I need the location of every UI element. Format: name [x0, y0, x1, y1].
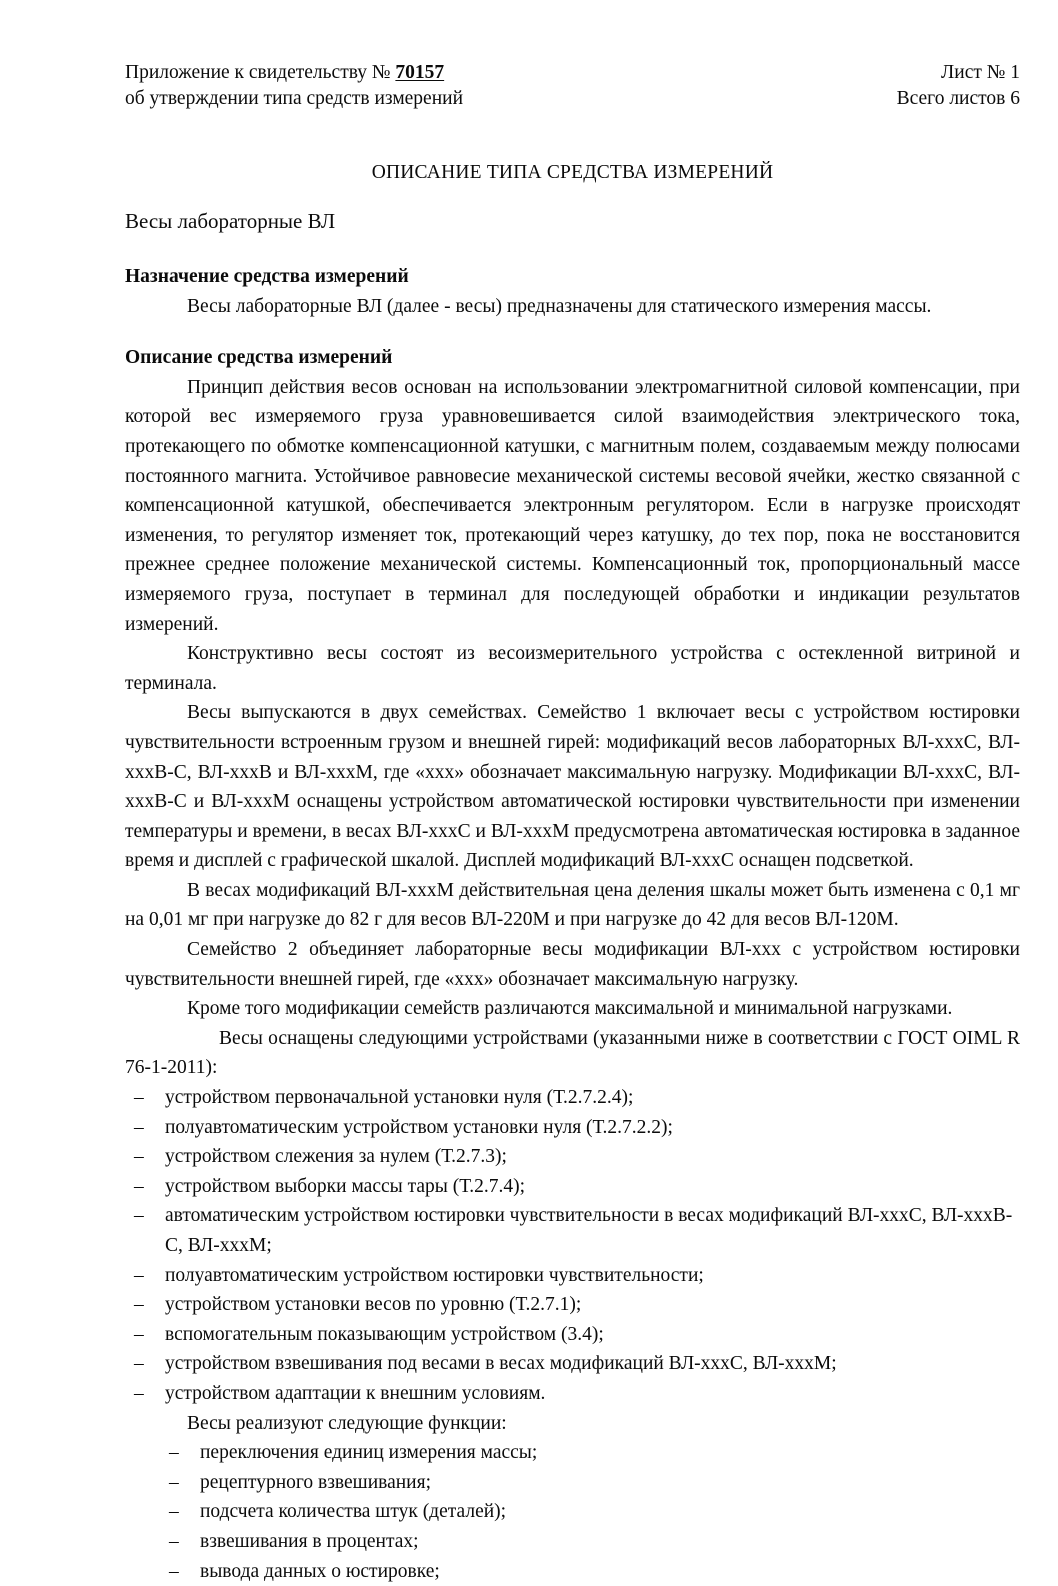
header-left-block	[125, 60, 463, 112]
description-paragraph-2: Конструктивно весы состоят из весоизмерительного устройства с остекленной витриной и терминала.	[125, 643, 1020, 694]
list-item	[125, 1349, 1020, 1379]
list-item-text: рецептурного взвешивания;	[200, 1471, 431, 1493]
header-certificate-line	[125, 60, 463, 86]
list-item-text: устройством слежения за нулем (Т.2.7.3);	[165, 1146, 507, 1168]
list-item	[125, 1113, 1020, 1143]
list-item-text: устройством установки весов по уровню (Т.2.7.1);	[165, 1294, 582, 1316]
dash-bullet-icon: –	[134, 1264, 144, 1286]
list-item	[160, 1468, 1020, 1498]
sheet-total: Всего листов 6	[896, 88, 1020, 109]
dash-bullet-icon: –	[134, 1205, 144, 1227]
dash-bullet-icon: –	[134, 1353, 144, 1375]
list-item-text: устройством взвешивания под весами в весах модификаций ВЛ-хххС, ВЛ-хххМ;	[165, 1353, 837, 1375]
list-item	[125, 1201, 1020, 1260]
header-certificate-prefix: Приложение к свидетельству №	[125, 62, 396, 83]
dash-bullet-icon: –	[169, 1501, 179, 1523]
dash-bullet-icon: –	[134, 1175, 144, 1197]
list-item-text: подсчета количества штук (деталей);	[200, 1501, 507, 1523]
list-item	[160, 1497, 1020, 1527]
list-item	[125, 1379, 1020, 1409]
dash-bullet-icon: –	[134, 1146, 144, 1168]
section-heading-description: Описание средства измерений	[125, 347, 393, 369]
dash-bullet-icon: –	[134, 1382, 144, 1404]
dash-bullet-icon: –	[134, 1323, 144, 1345]
devices-list	[125, 1083, 1020, 1409]
list-item-text: вспомогательным показывающим устройством (3.4);	[165, 1323, 604, 1345]
description-paragraph-5: Семейство 2 объединяет лабораторные весы модификации ВЛ-ххх с устройством юстировки чувствительности внешней гирей, где «ххх» обозначает максимальную нагрузку.	[125, 939, 1020, 990]
list-item-text: полуавтоматическим устройством установки нуля (Т.2.7.2.2);	[165, 1116, 673, 1138]
list-item	[125, 1261, 1020, 1291]
section-heading-purpose: Назначение средства измерений	[125, 266, 409, 287]
sheet-number: Лист № 1	[941, 62, 1020, 83]
list-item	[160, 1557, 1020, 1586]
list-item-text: переключения единиц измерения массы;	[200, 1442, 538, 1464]
dash-bullet-icon: –	[169, 1442, 179, 1464]
description-paragraph-6: Кроме того модификации семейств различаются максимальной и минимальной нагрузками.	[187, 998, 953, 1020]
certificate-number: 70157	[395, 62, 445, 83]
list-item	[125, 1320, 1020, 1350]
list-item	[125, 1290, 1020, 1320]
page-header	[125, 60, 1020, 112]
dash-bullet-icon: –	[169, 1560, 179, 1582]
purpose-paragraph: Весы лабораторные ВЛ (далее - весы) предназначены для статического измерения массы.	[187, 295, 932, 317]
header-approval-line: об утверждении типа средств измерений	[125, 88, 464, 109]
functions-list	[160, 1438, 1020, 1586]
list-item-text: устройством первоначальной установки нуля (Т.2.7.2.4);	[165, 1087, 634, 1109]
list-item	[125, 1142, 1020, 1172]
description-paragraph-4: В весах модификаций ВЛ-хххМ действительная цена деления шкалы может быть изменена с 0,1 мг на 0,01 мг при нагрузке до 82 г для весов ВЛ-220М и при нагрузке до 42 для весов ВЛ-120М.	[125, 879, 1020, 931]
list-item	[160, 1438, 1020, 1468]
dash-bullet-icon: –	[169, 1471, 179, 1493]
list-item-text: вывода данных о юстировке;	[200, 1560, 440, 1582]
document-body	[125, 262, 1020, 1586]
dash-bullet-icon: –	[134, 1294, 144, 1316]
list-item	[160, 1527, 1020, 1557]
list-item-text: взвешивания в процентах;	[200, 1530, 419, 1552]
functions-lead-text: Весы реализуют следующие функции:	[187, 1412, 507, 1434]
list-item	[125, 1083, 1020, 1113]
device-name: Весы лабораторные ВЛ	[125, 209, 336, 233]
dash-bullet-icon: –	[134, 1116, 144, 1138]
description-paragraph-1: Принцип действия весов основан на использовании электромагнитной силовой компенсации, при которой вес измеряемого груза уравновешивается силой взаимодействия электрического тока, протекающего по обмотке компенсационной катушки, с магнитным полем, создаваемым между полюсами постоянного магнита. Устойчивое равновесие механической системы весовой ячейки, жестко связанной с компенсационной катушкой, обеспечивается электронным регулятором. Если в нагрузке происходят изменения, то регулятор изменяет ток, протекающий через катушку, до тех пор, пока не восстановится прежнее среднее положение механической системы. Компенсационный ток, пропорциональный массе измеряемого груза, поступает в терминал для последующей обработки и индикации результатов измерений.	[125, 376, 1020, 635]
description-paragraph-7: Весы оснащены следующими устройствами (указанными ниже в соответствии с ГОСТ OIML R 76-1-2011):	[125, 1027, 1020, 1079]
list-item-text: полуавтоматическим устройством юстировки чувствительности;	[165, 1264, 704, 1286]
list-item-text: устройством выборки массы тары (Т.2.7.4);	[165, 1175, 525, 1197]
list-item-text: устройством адаптации к внешним условиям.	[165, 1382, 546, 1404]
description-paragraph-3: Весы выпускаются в двух семействах. Семейство 1 включает весы с устройством юстировки чувствительности встроенным грузом и внешней гирей: модификаций весов лабораторных ВЛ-хххС, ВЛ-хххВ-С, ВЛ-хххВ и ВЛ-хххМ, где «ххх» обозначает максимальную нагрузку. Модификации ВЛ-хххС, ВЛ-хххВ-С и ВЛ-хххМ оснащены устройством автоматической юстировки чувствительности при изменении температуры и времени, в весах ВЛ-хххС и ВЛ-хххМ предусмотрена автоматическая юстировка в заданное время и дисплей с графической шкалой. Дисплей модификаций ВЛ-хххС оснащен подсветкой.	[125, 702, 1020, 872]
list-item-text: автоматическим устройством юстировки чувствительности в весах модификаций ВЛ-хххС, ВЛ-хххВ-С, ВЛ-хххМ;	[165, 1205, 1013, 1256]
header-right-block	[897, 60, 1020, 112]
dash-bullet-icon: –	[134, 1087, 144, 1109]
page-title: ОПИСАНИЕ ТИПА СРЕДСТВА ИЗМЕРЕНИЙ	[371, 162, 774, 183]
list-item	[125, 1172, 1020, 1202]
dash-bullet-icon: –	[169, 1530, 179, 1552]
